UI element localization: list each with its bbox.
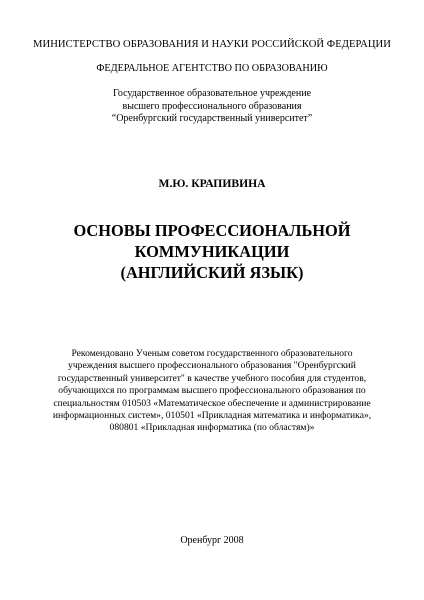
recommendation-line: информационных систем», 010501 «Прикладная математика и информатика», — [52, 410, 372, 421]
book-title-line: ОСНОВЫ ПРОФЕССИОНАЛЬНОЙ — [73, 221, 351, 240]
agency-heading: ФЕДЕРАЛЬНОЕ АГЕНТСТВО ПО ОБРАЗОВАНИЮ — [96, 63, 328, 74]
recommendation-line: специальностям 010503 «Математическое обеспечение и администрирование — [53, 397, 371, 409]
ministry-heading: МИНИСТЕРСТВО ОБРАЗОВАНИЯ И НАУКИ РОССИЙСКОЙ ФЕДЕРАЦИИ — [33, 39, 391, 50]
institution-line: “Оренбургский государственный университет” — [111, 113, 313, 124]
book-title-line: КОММУНИКАЦИИ — [134, 242, 290, 261]
recommendation-line: учреждения высшего профессионального образования "Оренбургский — [68, 360, 356, 372]
recommendation-line: Рекомендовано Ученым советом государственного образовательного — [71, 348, 353, 359]
recommendation-line: государственный университет" в качестве учебного пособия для студентов, — [57, 372, 367, 384]
author-name: М.Ю. КРАПИВИНА — [158, 177, 266, 190]
recommendation-line: 080801 «Прикладная информатика (по областям)» — [109, 422, 315, 434]
institution-line: Государственное образовательное учреждение — [112, 88, 312, 99]
book-title-line: (АНГЛИЙСКИЙ ЯЗЫК) — [120, 263, 304, 282]
city-year: Оренбург 2008 — [180, 535, 244, 546]
recommendation-line: обучающихся по программам высшего профессионального образования по — [58, 385, 366, 397]
institution-line: высшего профессионального образования — [122, 100, 302, 112]
